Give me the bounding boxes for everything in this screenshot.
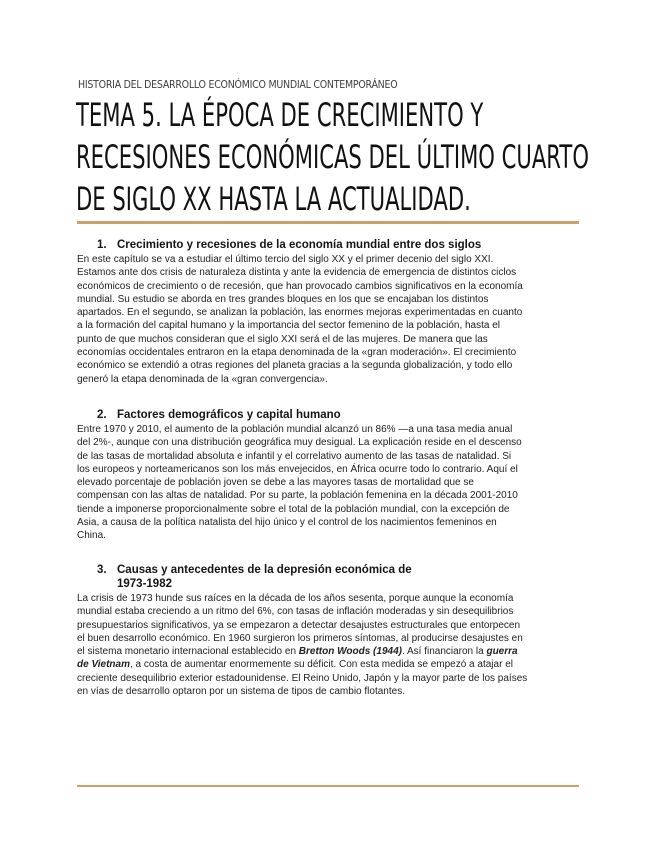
section-body xyxy=(77,592,581,698)
body-line: en vías de desarrollo optaron por un sistema de tipos de cambio flotantes. xyxy=(77,686,405,698)
body-line: Estamos ante dos crisis de naturaleza distinta y ante la evidencia de emergencia de distintos ciclos xyxy=(77,267,517,279)
body-line: mundial. Su estudio se aborda en tres grandes bloques en los que se encajaban los distintos xyxy=(77,293,489,305)
section-2 xyxy=(77,408,581,543)
title-line: TEMA 5. LA ÉPOCA DE CRECIMIENTO Y xyxy=(76,96,484,134)
body-line: el buen desarrollo económico. En 1960 surgieron los primeros síntomas, al producirse desajustes en xyxy=(77,632,523,644)
section-body xyxy=(77,253,581,386)
section-heading-text: Factores demográficos y capital humano xyxy=(117,409,341,421)
body-line: China. xyxy=(77,530,106,542)
body-line: elevado porcentaje de población joven se debe a las mayores tasas de mortalidad que se xyxy=(77,477,474,489)
emphasis-text: Bretton Woods (1944) xyxy=(298,646,402,658)
title-divider xyxy=(77,221,579,224)
section-heading xyxy=(77,238,581,252)
body-line: generó la etapa denominada de la «gran convergencia». xyxy=(77,373,328,385)
body-line: el sistema monetario internacional establecido en Bretton Woods (1944). Así financiaron la guerra xyxy=(77,646,518,658)
emphasis-text: de Vietnam xyxy=(77,659,130,671)
section-heading-text: Crecimiento y recesiones de la economía mundial entre dos siglos xyxy=(117,239,482,251)
section-number: 3. xyxy=(97,564,107,576)
footer-divider xyxy=(77,785,579,787)
body-line: economías occidentales entraron en la etapa denominada de la «gran moderación». El crecimiento xyxy=(77,347,517,359)
body-line: presupuestarios significativos, ya se empezaron a detectar desajustes estructurales que entorpecen xyxy=(77,619,521,631)
body-line: del 2%-, aunque con una distribución geográfica muy desigual. La explicación reside en el descenso xyxy=(77,437,522,449)
course-title: HISTORIA DEL DESARROLLO ECONÓMICO MUNDIAL CONTEMPORÁNEO xyxy=(78,78,398,91)
page-title xyxy=(76,94,589,220)
section-3 xyxy=(77,563,581,698)
body-line: punto de que muchos consideran que el siglo XXI será el de las mujeres. De manera que las xyxy=(77,333,488,345)
body-line: compensan con las altas de natalidad. Por su parte, la población femenina en la década 2001-2010 xyxy=(77,490,518,502)
body-line: Entre 1970 y 2010, el aumento de la población mundial alcanzó un 86% —a una tasa media anual xyxy=(77,424,513,435)
body-line: Asia, a causa de la política natalista del hijo único y el control de los nacimientos femeninos en xyxy=(77,517,497,529)
body-line: La crisis de 1973 hunde sus raíces en la década de los años sesenta, porque aunque la economía xyxy=(77,593,514,604)
body-line: En este capítulo se va a estudiar el último tercio del siglo XX y el primer decenio del siglo XXI. xyxy=(77,254,494,265)
body-line: los europeos y norteamericanos son los más envejecidos, en África ocurre todo lo contrario. Aquí el xyxy=(77,463,518,475)
body-line: a la formación del capital humano y la importancia del sector femenino de la población, hasta el xyxy=(77,320,501,332)
section-number: 2. xyxy=(97,409,107,421)
section-body xyxy=(77,423,581,543)
body-line: tiende a imponerse proporcionalmente sobre el total de la población mundial, con la excepción de xyxy=(77,503,510,515)
title-line: RECESIONES ECONÓMICAS DEL ÚLTIMO CUARTO xyxy=(76,138,589,176)
emphasis-text: guerra xyxy=(486,646,518,658)
section-number: 1. xyxy=(97,239,107,251)
section-heading xyxy=(77,563,581,591)
section-1 xyxy=(77,238,581,386)
body-line: mundial estaba creciendo a un ritmo del 6%, con tasas de inflación moderadas y sin desequilibrios xyxy=(77,606,514,618)
body-line: económicos de crecimiento o de recesión, que han provocado cambios significativos en la economía xyxy=(77,280,523,292)
body-line: de Vietnam, a costa de aumentar enormemente su déficit. Con esta medida se empezó a atajar el xyxy=(77,659,513,671)
body-line: apartados. En el segundo, se analizan la población, las enormes mejoras experimentadas en cuanto xyxy=(77,307,523,319)
body-line: creciente desequilibrio exterior estadounidense. El Reino Unido, Japón y la mayor parte de los países xyxy=(77,672,528,684)
title-line: DE SIGLO XX HASTA LA ACTUALIDAD. xyxy=(76,180,471,218)
body-line: de las tasas de mortalidad absoluta e infantil y el correlativo aumento de las tasas de natalidad. Si xyxy=(77,450,512,462)
section-heading-text: Causas y antecedentes de la depresión económica de xyxy=(117,564,412,576)
section-heading xyxy=(77,408,581,422)
body-line: económico se extendió a otras regiones del planeta gracias a la segunda globalización, y todo ello xyxy=(77,360,513,372)
section-heading-text: 1973-1982 xyxy=(117,578,172,590)
